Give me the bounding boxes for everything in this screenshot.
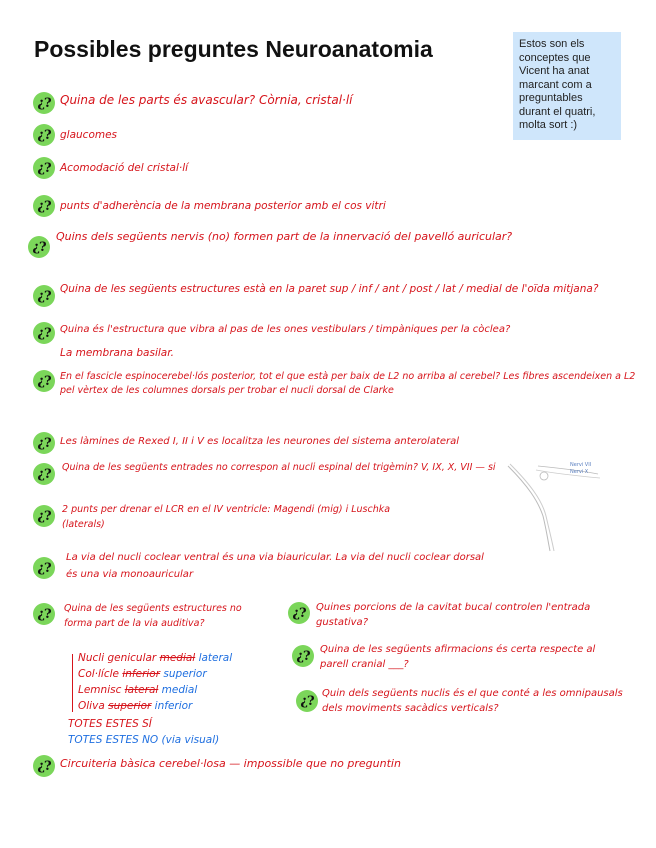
question-badge-icon: ¿? <box>33 322 55 344</box>
page-title: Possibles preguntes Neuroanatomia <box>34 36 433 62</box>
option-1: Nucli genicular medial lateral <box>78 652 233 664</box>
question-14: Quines porcions de la cavitat bucal controlen l'entrada gustativa? <box>316 602 591 628</box>
bracket-line <box>72 654 73 712</box>
question-badge-icon: ¿? <box>33 285 55 307</box>
question-16: Quin dels següents nuclis és el que conté a les omnipausals dels moviments sacàdics verticals? <box>322 688 623 714</box>
all-no: TOTES ESTES NO (via visual) <box>68 734 220 746</box>
question-badge-icon: ¿? <box>33 157 55 179</box>
sketch-label: Nervi VII <box>570 462 592 468</box>
question-5: Quins dels següents nervis (no) formen part de la innervació del pavelló auricular? <box>56 230 513 243</box>
question-badge-icon: ¿? <box>33 92 55 114</box>
question-2: glaucomes <box>60 129 118 141</box>
question-4: punts d'adherència de la membrana posterior amb el cos vitri <box>60 200 386 212</box>
option-4: Oliva superior inferior <box>78 700 193 712</box>
question-1: Quina de les parts és avascular? Còrnia, cristal·lí <box>60 93 353 107</box>
question-badge-icon: ¿? <box>296 690 318 712</box>
question-badge-icon: ¿? <box>33 124 55 146</box>
sketch-label: Nervi X <box>570 469 589 475</box>
question-badge-icon: ¿? <box>288 602 310 624</box>
option-3: Lemnisc lateral medial <box>78 684 198 696</box>
nerve-sketch <box>498 456 648 556</box>
question-badge-icon: ¿? <box>292 645 314 667</box>
question-10: Quina de les següents entrades no correspon al nucli espinal del trigèmin? V, IX, X, VII — si <box>62 462 496 473</box>
question-7-answer: La membrana basilar. <box>60 347 174 359</box>
question-8: En el fascicle espinocerebel·lós posterior, tot el que està per baix de L2 no arriba al cerebel? Les fibres ascendeixen a L2 pel vèrtex de les columnes dorsals per trobar el nucli dorsal de Clarke <box>60 371 636 396</box>
all-yes: TOTES ESTES SÍ <box>68 718 152 730</box>
question-7: Quina és l'estructura que vibra al pas de les ones vestibulars / timpàniques per la còclea? <box>60 324 511 335</box>
question-badge-icon: ¿? <box>33 463 55 485</box>
option-2: Col·lícle inferior superior <box>78 668 207 680</box>
question-badge-icon: ¿? <box>33 195 55 217</box>
question-17: Circuiteria bàsica cerebel·losa — impossible que no preguntin <box>60 757 401 770</box>
question-badge-icon: ¿? <box>33 432 55 454</box>
info-note: Estos son els conceptes que Vicent ha anat marcant com a preguntables durant el quatri, molta sort :) <box>513 32 621 140</box>
question-12: La via del nucli coclear ventral és una via biauricular. La via del nucli coclear dorsal és una via monoauricular <box>66 552 484 580</box>
question-9: Les làmines de Rexed I, II i V es localitza les neurones del sistema anterolateral <box>60 436 460 447</box>
question-6: Quina de les següents estructures està en la paret sup / inf / ant / post / lat / medial de l'oïda mitjana? <box>60 283 599 295</box>
question-3: Acomodació del cristal·lí <box>60 162 189 174</box>
question-11: 2 punts per drenar el LCR en el IV ventricle: Magendi (mig) i Luschka (laterals) <box>62 504 391 530</box>
question-badge-icon: ¿? <box>33 603 55 625</box>
question-badge-icon: ¿? <box>28 236 50 258</box>
question-badge-icon: ¿? <box>33 755 55 777</box>
question-13: Quina de les següents estructures no forma part de la via auditiva? <box>64 603 242 629</box>
question-badge-icon: ¿? <box>33 557 55 579</box>
question-badge-icon: ¿? <box>33 370 55 392</box>
question-badge-icon: ¿? <box>33 505 55 527</box>
question-15: Quina de les següents afirmacions és certa respecte al parell cranial ___? <box>320 644 596 670</box>
